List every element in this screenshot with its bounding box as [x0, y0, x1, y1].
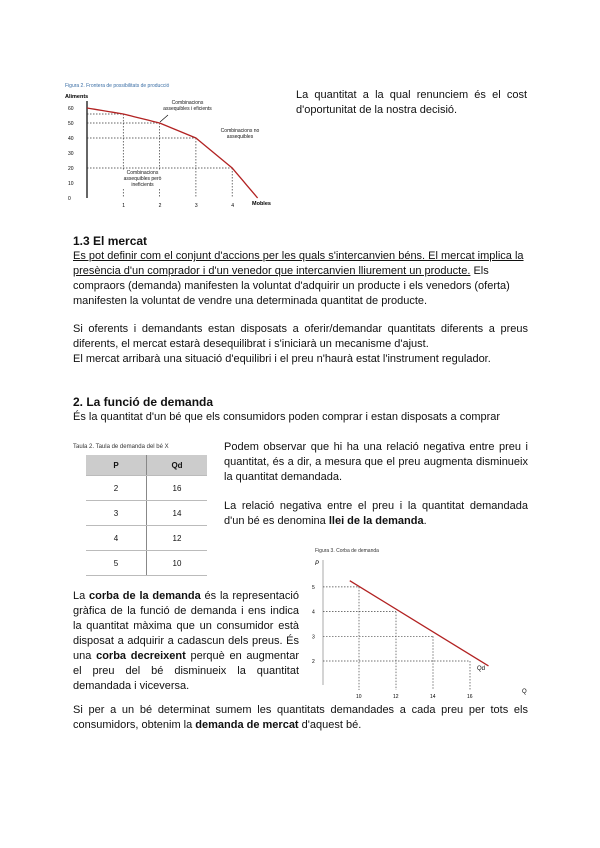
x-tick-label: 10 — [356, 694, 362, 700]
figure2-caption: Figura 3. Corba de demanda — [315, 548, 379, 554]
x-tick-label: 14 — [430, 694, 436, 700]
x-tick-label: 1 — [122, 203, 126, 209]
y-tick-label: 60 — [68, 106, 74, 112]
table-row: 2 16 — [86, 476, 207, 501]
x-tick-label: 16 — [467, 694, 473, 700]
annotation-efficient: Combinacions assequibles i eficients — [163, 100, 212, 112]
section-heading-demand: 2. La funció de demanda — [73, 395, 214, 409]
curve-label: Qd — [477, 666, 486, 672]
y-tick-label: 40 — [68, 136, 74, 142]
market-paragraph-2: Si oferents i demandants estan disposats a oferir/demandar quantitats diferents a preus diferents, el mercat estarà desequilibrat i s'iniciarà un mecanisme d'ajust. — [73, 323, 528, 350]
table-row: 4 12 — [86, 526, 207, 551]
demand-curve-text: La corba de la demanda és la representació gràfica de la funció de demanda i ens indica la quantitat màxima que un consumidor està disposat a adquirir a cadascun dels preus. És una corba decreixent perquè en augmentar el preu del bé disminueix la quantitat demandada i viceversa. — [73, 590, 299, 692]
figure1-ylabel: Aliments — [65, 94, 89, 100]
demand-intro: És la quantitat d'un bé que els consumidors poden comprar i estan disposats a comprar — [73, 411, 501, 423]
demand-table: P Qd 2 16 3 14 4 12 5 10 — [86, 455, 207, 576]
y-tick-label: 20 — [68, 166, 74, 172]
annotation-inefficient: Combinacions assequibles però ineficients — [120, 170, 165, 188]
y-tick-label: 2 — [312, 659, 315, 665]
market-paragraph-3: El mercat arribarà una situació d'equilibri i el preu n'haurà estat l'instrument regulador. — [73, 353, 491, 365]
y-tick-label: 30 — [68, 151, 74, 157]
x-tick-label: 3 — [194, 203, 198, 209]
section-heading-market: 1.3 El mercat — [73, 234, 148, 248]
figure2-ylabel: P — [315, 561, 320, 567]
demand-curve-figure — [300, 540, 540, 705]
x-tick-label: 2 — [158, 203, 162, 209]
law-of-demand-text: La relació negativa entre el preu i la quantitat demandada d'un bé es denomina llei de la demanda. — [224, 500, 528, 527]
x-tick-label: 12 — [393, 694, 399, 700]
table-row: 3 14 — [86, 501, 207, 526]
figure1-xlabel: Mobles — [252, 201, 271, 207]
y-tick-label: 0 — [68, 196, 71, 202]
market-demand-text: Si per a un bé determinat sumem les quantitats demandades a cada preu per tots els consumidors, obtenim la demanda de mercat d'aquest bé. — [73, 704, 528, 731]
table-caption: Taula 2. Taula de demanda del bé X — [73, 444, 169, 450]
y-tick-label: 4 — [312, 609, 315, 616]
demand-curve — [350, 581, 489, 666]
x-tick-label: 4 — [231, 203, 234, 209]
figure2-xlabel: Q — [522, 689, 527, 695]
market-definition: Es pot definir com el conjunt d'accions per les quals s'intercanvien béns. El mercat implica la presència d'un comprador i d'un venedor que intercanvien lliurement un producte. Els compraors (demanda) manifesten la voluntat d'adquirir un producte i els venedors (oferta) manifesten la voluntat de vendre una determinada quantitat de producte. — [73, 250, 524, 307]
y-tick-label: 10 — [68, 181, 74, 187]
annotation-unattainable: Combinacions no assequibles — [220, 128, 260, 140]
ppf-figure — [60, 75, 285, 215]
negative-relation-text: Podem observar que hi ha una relació negativa entre preu i quantitat, és a dir, a mesura que el preu augmenta disminueix la quantitat demandada. — [224, 441, 528, 483]
table-row: 5 10 — [86, 551, 207, 576]
y-tick-label: 50 — [68, 121, 74, 127]
figure1-caption: Figura 2. Frontera de possibilitats de producció — [65, 83, 170, 89]
y-tick-label: 3 — [312, 634, 315, 641]
opportunity-cost-text: La quantitat a la qual renunciem és el cost d'oportunitat de la nostra decisió. — [296, 89, 527, 116]
y-tick-label: 5 — [312, 584, 315, 591]
